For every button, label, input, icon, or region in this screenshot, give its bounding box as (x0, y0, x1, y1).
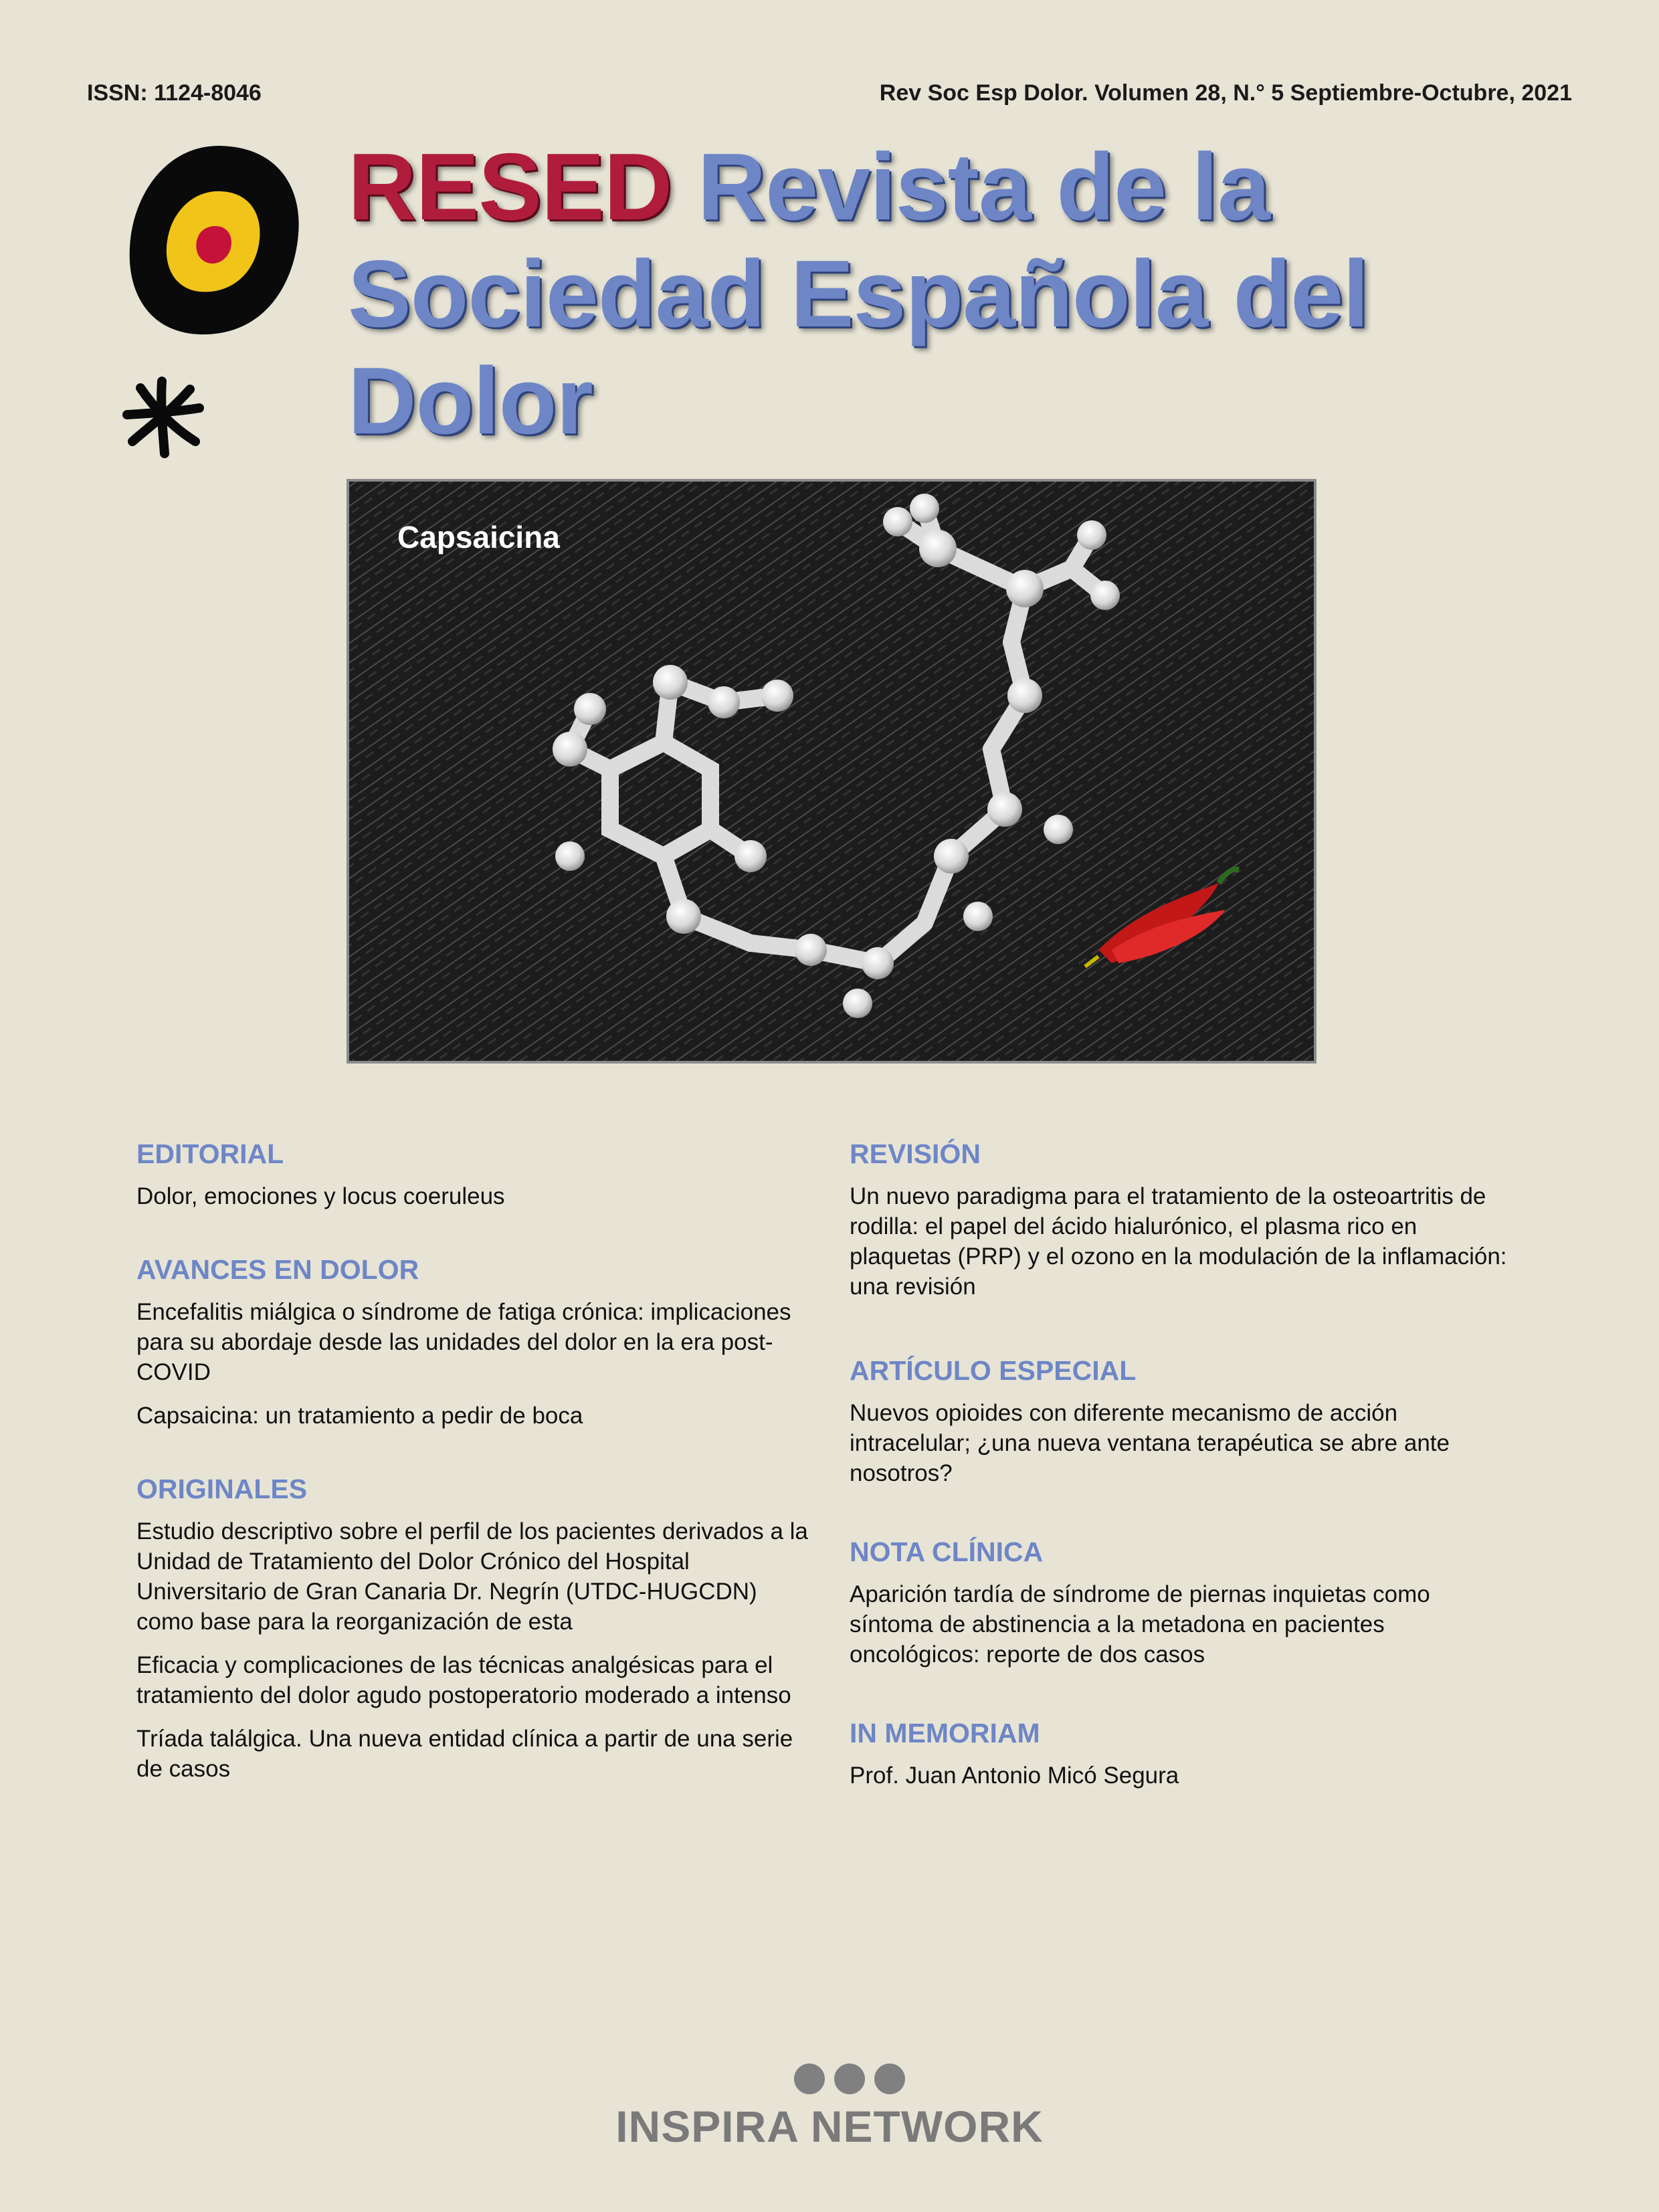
publisher-logo (0, 2064, 1659, 2152)
article-title[interactable]: Encefalitis miálgica o síndrome de fatiga crónica: implicaciones para su abordaje desde las unidades del dolor en la era post-COVID (136, 1299, 791, 1385)
article-title[interactable]: Eficacia y complicaciones de las técnicas analgésicas para el tratamiento del dolor agudo postoperatorio moderado a intenso (136, 1652, 791, 1708)
section-title: IN MEMORIAM (850, 1718, 1040, 1748)
journal-title-line-1: Revista de la (697, 134, 1270, 240)
section-revision (850, 1137, 1519, 1302)
asterisk-icon (120, 375, 207, 462)
cover-illustration (347, 479, 1316, 1064)
section-avances-en-dolor (136, 1253, 819, 1431)
masthead (348, 134, 1619, 455)
article-title[interactable]: Capsaicina: un tratamiento a pedir de boca (136, 1403, 583, 1429)
section-editorial (136, 1137, 819, 1211)
journal-title-line-2: Sociedad Española del Dolor (348, 241, 1369, 454)
article-title[interactable]: Tríada találgica. Una nueva entidad clínica a partir de una serie de casos (136, 1726, 793, 1782)
contents-left-column (136, 1137, 819, 1825)
article-title[interactable]: Prof. Juan Antonio Micó Segura (850, 1763, 1179, 1789)
section-originales (136, 1472, 819, 1784)
section-title: REVISIÓN (850, 1138, 981, 1169)
section-title: ORIGINALES (136, 1474, 308, 1504)
section-title: AVANCES EN DOLOR (136, 1254, 419, 1285)
capsaicin-molecule-image (349, 482, 1314, 1061)
society-logo-icon (120, 140, 308, 341)
article-title[interactable]: Un nuevo paradigma para el tratamiento de la osteoartritis de rodilla: el papel del ácido hialurónico, el plasma rico en plaquetas (PRP) y el ozono en la modulación de la inflamación: una revisión (850, 1183, 1507, 1300)
article-title[interactable]: Estudio descriptivo sobre el perfil de los pacientes derivados a la Unidad de Tratamiento del Dolor Crónico del Hospital Universitario de Gran Canaria Dr. Negrín (UTDC-HUGCDN) como base para la reorganización de esta (136, 1518, 808, 1635)
cover-image-label: Capsaicina (397, 520, 560, 555)
brand-name: RESED (348, 134, 672, 240)
section-articulo-especial (850, 1354, 1519, 1488)
masthead-line-1 (348, 134, 1619, 241)
issn: ISSN: 1124-8046 (87, 80, 262, 106)
section-title: NOTA CLÍNICA (850, 1536, 1044, 1567)
section-title: EDITORIAL (136, 1138, 284, 1169)
section-title: ARTÍCULO ESPECIAL (850, 1355, 1137, 1386)
contents-right-column (850, 1137, 1519, 1832)
section-in-memoriam (850, 1716, 1519, 1791)
publisher-name: INSPIRA NETWORK (615, 2102, 1044, 2151)
article-title[interactable]: Nuevos opioides con diferente mecanismo de acción intracelular; ¿una nueva ventana terapéutica se abre ante nosotros? (850, 1400, 1450, 1486)
article-title[interactable]: Dolor, emociones y locus coeruleus (136, 1183, 505, 1209)
article-title[interactable]: Aparición tardía de síndrome de piernas inquietas como síntoma de abstinencia a la metadona en pacientes oncológicos: reporte de dos casos (850, 1581, 1430, 1668)
issue-info: Rev Soc Esp Dolor. Volumen 28, N.° 5 Septiembre-Octubre, 2021 (879, 80, 1572, 106)
section-nota-clinica (850, 1535, 1519, 1670)
three-dots-icon (40, 2064, 1659, 2094)
